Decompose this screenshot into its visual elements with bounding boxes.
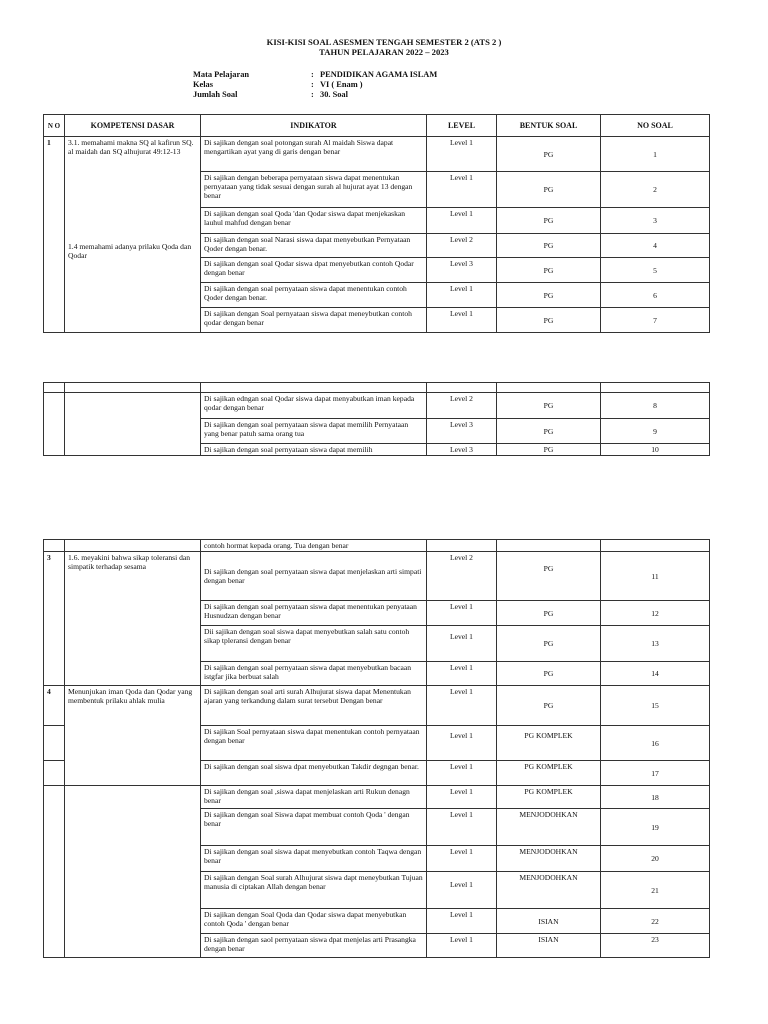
indikator-cell: Di sajikan dengan soal Qoda 'dan Qodar siswa dapat menjekaskan lauhul mahfud dengan benar (201, 208, 427, 234)
level-cell: Level 1 (427, 308, 497, 333)
level-cell: Level 3 (427, 444, 497, 456)
nosoal-cell: 4 (601, 234, 710, 258)
bentuk-cell: MENJODOHKAN (497, 872, 601, 909)
indikator-cell: Di sajikan edngan soal Qodar siswa dapat menyabutkan iman kepada qodar dengan benar (201, 393, 427, 419)
bentuk-cell: PG (497, 601, 601, 626)
level-cell: Level 1 (427, 909, 497, 934)
kd-cell: Menunjukan iman Qoda dan Qodar yang membentuk prilaku ahlak mulia (65, 686, 201, 726)
nosoal-cell: 1 (601, 137, 710, 172)
bentuk-cell: PG KOMPLEK (497, 726, 601, 761)
bentuk-cell: PG (497, 283, 601, 308)
nosoal-cell: 12 (601, 601, 710, 626)
level-cell: Level 1 (427, 872, 497, 909)
nosoal-cell: 19 (601, 809, 710, 846)
nosoal-cell: 21 (601, 872, 710, 909)
indikator-cell: Dii sajikan dengan soal siswa dapat menyebutkan salah satu contoh sikap tpleransi dengan benar (201, 626, 427, 662)
bentuk-cell: PG (497, 419, 601, 444)
level-cell: Level 3 (427, 419, 497, 444)
level-cell: Level 1 (427, 761, 497, 786)
meta-value: VI ( Enam ) (320, 80, 363, 89)
kd-cell: 1.6. meyakini bahwa sikap toleransi dan simpatik terhadap sesama (65, 552, 201, 686)
col-header-no: N O (44, 115, 65, 137)
meta-value: 30. Soal (320, 90, 348, 99)
empty-cell (497, 383, 601, 393)
indikator-cell: Di sajikan dengan soal arti surah Alhujurat siswa dapat Menentukan ajaran yang terkandung dalam surat tersebut Dengan benar (201, 686, 427, 726)
bentuk-cell: PG (497, 552, 601, 601)
meta-colon: : (311, 80, 314, 89)
nosoal-cell: 17 (601, 761, 710, 786)
nosoal-cell: 8 (601, 393, 710, 419)
meta-colon: : (311, 90, 314, 99)
nosoal-cell: 13 (601, 626, 710, 662)
indikator-cell: Di sajikan dengan beberapa pernyataan siswa dapat menentukan pernyataan yang tidak sesuai dengan surah al hujurat ayat 13 dengan benar (201, 172, 427, 208)
meta-value: PENDIDIKAN AGAMA ISLAM (320, 70, 438, 79)
table-row-continuation (44, 540, 710, 552)
level-cell: Level 2 (427, 234, 497, 258)
nosoal-cell: 2 (601, 172, 710, 208)
bentuk-cell: PG (497, 234, 601, 258)
kd-text: 3.1. memahami makna SQ al kafirun SQ. al maidah dan SQ alhujurat 49:12-13 (68, 138, 194, 156)
level-cell: Level 1 (427, 726, 497, 761)
level-cell: Level 2 (427, 552, 497, 601)
table-row (44, 686, 710, 726)
nosoal-cell: 22 (601, 909, 710, 934)
empty-cell (601, 540, 710, 552)
bentuk-cell: PG (497, 444, 601, 456)
bentuk-cell: MENJODOHKAN (497, 809, 601, 846)
nosoal-cell: 23 (601, 934, 710, 958)
empty-cell (65, 786, 201, 958)
table-row (44, 393, 710, 419)
meta-key: Mata Pelajaran (193, 70, 250, 79)
table-row (44, 786, 710, 809)
col-header-level: LEVEL (427, 115, 497, 137)
nosoal-cell: 7 (601, 308, 710, 333)
table-row (44, 726, 710, 761)
col-header-kd: KOMPETENSI DASAR (65, 115, 201, 137)
bentuk-cell: ISIAN (497, 909, 601, 934)
document-subtitle: TAHUN PELAJARAN 2022 – 2023 (319, 47, 449, 57)
indikator-cell: Di sajikan dengan soal Narasi siswa dapat menyebutkan Pernyataan Qoder dengan benar. (201, 234, 427, 258)
empty-cell (427, 540, 497, 552)
empty-cell (65, 726, 201, 786)
indikator-cell: Di sajikan Soal pernyataan siswa dapat menentukan contoh pernyataan dengan benar (201, 726, 427, 761)
bentuk-cell: PG KOMPLEK (497, 761, 601, 786)
nosoal-cell: 10 (601, 444, 710, 456)
level-cell: Level 1 (427, 172, 497, 208)
indikator-cell: Di sajikan dengan soal pernyataan siswa dapat memilih Pernyataan yang benar patuh sama orang tua (201, 419, 427, 444)
nosoal-cell: 3 (601, 208, 710, 234)
kd-cell (65, 137, 201, 333)
bentuk-cell: PG (497, 208, 601, 234)
empty-cell (44, 786, 65, 958)
level-cell: Level 1 (427, 846, 497, 872)
kd-text: 1.4 memahami adanya prilaku Qoda dan Qodar (68, 242, 192, 260)
nosoal-cell: 11 (601, 552, 710, 601)
indikator-cell: Di sajikan dengan soal siswa dpat menyebutkan Takdir degngan benar. (201, 761, 427, 786)
row-number: 4 (44, 686, 65, 726)
bentuk-cell: PG (497, 172, 601, 208)
col-header-bentuk: BENTUK SOAL (497, 115, 601, 137)
level-cell: Level 1 (427, 626, 497, 662)
bentuk-cell: PG (497, 686, 601, 726)
bentuk-cell: PG KOMPLEK (497, 786, 601, 809)
empty-cell (65, 393, 201, 456)
indikator-cell: Di sajikan dengan Soal Qoda dan Qodar siswa dapat menyebutkan contoh Qoda ' dengan benar (201, 909, 427, 934)
nosoal-cell: 18 (601, 786, 710, 809)
bentuk-cell: ISIAN (497, 934, 601, 958)
nosoal-cell: 16 (601, 726, 710, 761)
empty-cell (201, 383, 427, 393)
grid-table-page-3 (43, 539, 710, 958)
level-cell: Level 2 (427, 393, 497, 419)
level-cell: Level 1 (427, 283, 497, 308)
empty-cell (44, 393, 65, 456)
grid-table-page-2 (43, 382, 710, 456)
col-header-nosoal: NO SOAL (601, 115, 710, 137)
indikator-cell: Di sajikan dengan soal ,siswa dapat menjelaskan arti Rukun denagn benar (201, 786, 427, 809)
bentuk-cell: MENJODOHKAN (497, 846, 601, 872)
nosoal-cell: 6 (601, 283, 710, 308)
empty-cell (44, 383, 65, 393)
empty-cell (65, 540, 201, 552)
bentuk-cell: PG (497, 308, 601, 333)
bentuk-cell: PG (497, 393, 601, 419)
level-cell: Level 1 (427, 137, 497, 172)
empty-cell (65, 383, 201, 393)
bentuk-cell: PG (497, 258, 601, 283)
nosoal-cell: 9 (601, 419, 710, 444)
indikator-cell: Di sajikan dengan Soal pernyataan siswa dapat meneybutkan contoh qodar dengan benar (201, 308, 427, 333)
empty-cell (601, 383, 710, 393)
indikator-cell: Di sajikan dengan soal pernyataan siswa dapat menentukan contoh Qoder dengan benar. (201, 283, 427, 308)
table-row-empty (44, 383, 710, 393)
row-number: 1 (44, 137, 65, 333)
nosoal-cell: 5 (601, 258, 710, 283)
empty-cell (44, 726, 65, 761)
indikator-cell: Di sajikan dengan soal pernyataan siswa dapat menentukan penyataan Husnudzan dengan benar (201, 601, 427, 626)
empty-cell (44, 540, 65, 552)
indikator-cell: contoh hormat kepada orang. Tua dengan benar (201, 540, 427, 552)
col-header-indikator: INDIKATOR (201, 115, 427, 137)
level-cell: Level 1 (427, 662, 497, 686)
table-row (44, 552, 710, 601)
meta-key: Jumlah Soal (193, 90, 238, 99)
table-header-row (44, 115, 710, 137)
indikator-cell: Di sajikan dengan soal siswa dapat menyebutkan contoh Taqwa dengan benar (201, 846, 427, 872)
grid-table-page-1 (43, 114, 710, 333)
document-title: KISI-KISI SOAL ASESMEN TENGAH SEMESTER 2 (ATS 2 ) (266, 37, 502, 47)
meta-key: Kelas (193, 80, 214, 89)
meta-colon: : (311, 70, 314, 79)
indikator-cell: Di sajikan dengan soal Qodar siswa dpat menyebutkan contoh Qodar dengan benar (201, 258, 427, 283)
level-cell: Level 3 (427, 258, 497, 283)
indikator-cell: Di sajikan dengan soal Siswa dapat membuat contoh Qoda ' dengan benar (201, 809, 427, 846)
indikator-cell: Di sajikan dengan soal pernyataan siswa dapat memilih (201, 444, 427, 456)
level-cell: Level 1 (427, 809, 497, 846)
bentuk-cell: PG (497, 662, 601, 686)
empty-cell (427, 383, 497, 393)
indikator-cell: Di sajikan dengan soal pernyataan siswa dapat menjelaskan arti simpati dengan benar (201, 552, 427, 601)
bentuk-cell: PG (497, 626, 601, 662)
level-cell: Level 1 (427, 208, 497, 234)
nosoal-cell: 20 (601, 846, 710, 872)
level-cell: Level 1 (427, 786, 497, 809)
level-cell: Level 1 (427, 686, 497, 726)
indikator-cell: Di sajikan dengan soal potongan surah Al maidah Siswa dapat mengartikan ayat yang di garis dengan benar (201, 137, 427, 172)
bentuk-cell: PG (497, 137, 601, 172)
nosoal-cell: 14 (601, 662, 710, 686)
level-cell: Level 1 (427, 601, 497, 626)
row-number: 3 (44, 552, 65, 686)
empty-cell (44, 761, 65, 786)
nosoal-cell: 15 (601, 686, 710, 726)
table-row (44, 137, 710, 172)
indikator-cell: Di sajikan dengan soal pernyataan siswa dapat menyebutkan bacaan istgfar jika berbuat salah (201, 662, 427, 686)
indikator-cell: Di sajikan dengan saol pernyataan siswa dpat menjelas arti Prasangka dengan benar (201, 934, 427, 958)
empty-cell (497, 540, 601, 552)
level-cell: Level 1 (427, 934, 497, 958)
indikator-cell: Di sajikan dengan Soal surah Alhujurat siswa dapt meneybutkan Tujuan manusia di ciptakan Allah dengan benar (201, 872, 427, 909)
